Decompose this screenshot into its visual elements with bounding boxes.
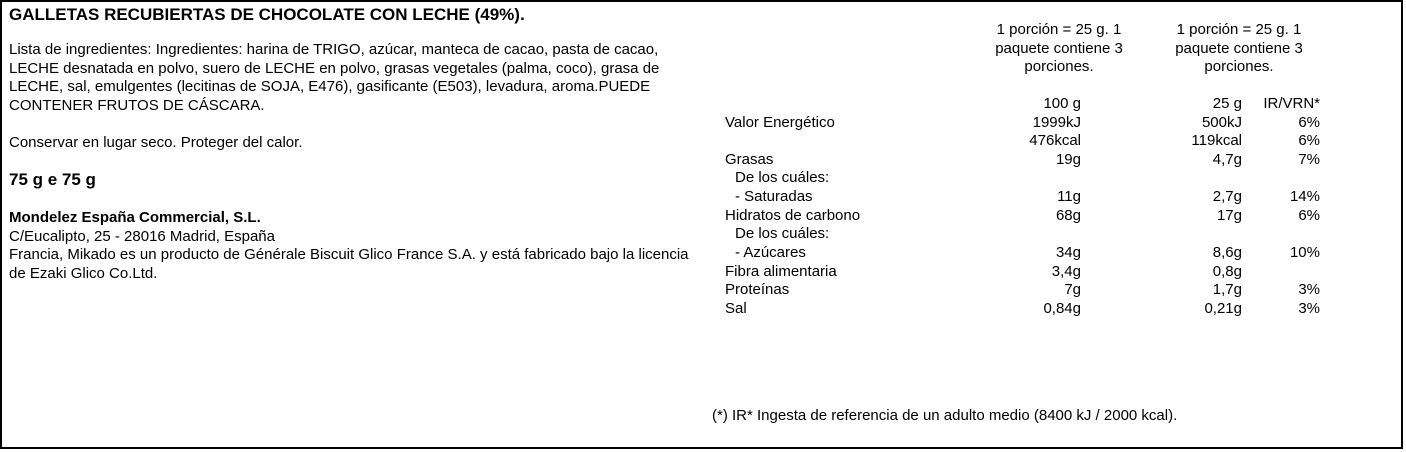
row-value-25g: 17g xyxy=(1216,207,1242,224)
row-label: - Azúcares xyxy=(735,244,806,261)
row-label: Grasas xyxy=(725,151,774,168)
row-value-100g: 3,4g xyxy=(1051,263,1081,280)
row-value-pct: 6% xyxy=(1298,114,1320,131)
row-label: De los cuáles: xyxy=(735,169,830,186)
row-value-pct: 10% xyxy=(1289,244,1320,261)
net-weight: 75 g e 75 g xyxy=(9,170,96,189)
ingredients-list: Lista de ingredientes: Ingredientes: harina de TRIGO, azúcar, manteca de cacao, pasta de cacao, LECHE desnatada en polvo, suero de LECHE en polvo, grasas vegetales (palma, coco), grasa de LECHE, sal, emulgentes (lecitinas de SOJA, E476), gasificante (E503), levadura, aroma.PUEDE CONTENER FRUTOS DE CÁSCARA. xyxy=(9,41,660,114)
row-value-pct: 7% xyxy=(1298,151,1320,168)
row-value-pct: 6% xyxy=(1298,207,1320,224)
row-value-pct: 3% xyxy=(1298,300,1320,317)
row-value-pct: 14% xyxy=(1289,188,1320,205)
header-per-portion: 1 porción = 25 g. 1 paquete contiene 3 porciones. xyxy=(1175,21,1303,75)
row-label: Fibra alimentaria xyxy=(725,263,837,280)
row-value-25g: 8,6g xyxy=(1212,244,1242,261)
row-value-25g: 119kcal xyxy=(1191,132,1242,149)
row-label: Hidratos de carbono xyxy=(725,207,861,224)
row-value-100g: 0,84g xyxy=(1043,300,1081,317)
row-label: De los cuáles: xyxy=(735,225,830,242)
row-value-25g: 1,7g xyxy=(1212,281,1242,298)
header-per-100g: 1 porción = 25 g. 1 paquete contiene 3 porciones. xyxy=(995,21,1123,75)
row-value-25g: 0,8g xyxy=(1212,263,1242,280)
row-value-25g: 0,21g xyxy=(1204,300,1242,317)
row-value-25g: 4,7g xyxy=(1212,151,1242,168)
row-label: Sal xyxy=(725,300,747,317)
company-name: Mondelez España Commercial, S.L. xyxy=(9,209,261,226)
company-origin-note: Francia, Mikado es un producto de Générale Biscuit Glico France S.A. y está fabricado bajo la licencia de Ezaki Glico Co.Ltd. xyxy=(9,246,689,282)
row-value-25g: 2,7g xyxy=(1212,188,1242,205)
unit-25g: 25 g xyxy=(1212,95,1242,112)
row-value-100g: 11g xyxy=(1057,188,1081,205)
row-value-100g: 7g xyxy=(1064,281,1081,298)
row-value-100g: 19g xyxy=(1055,151,1081,168)
row-value-100g: 1999kJ xyxy=(1032,114,1081,131)
row-value-pct: 6% xyxy=(1298,132,1320,149)
row-label: Proteínas xyxy=(725,281,790,298)
row-value-100g: 476kcal xyxy=(1029,132,1081,149)
nutrition-table xyxy=(2,2,1406,452)
reference-intake-footnote: (*) IR* Ingesta de referencia de un adulto medio (8400 kJ / 2000 kcal). xyxy=(712,407,1178,424)
row-value-25g: 500kJ xyxy=(1201,114,1242,131)
product-title: GALLETAS RECUBIERTAS DE CHOCOLATE CON LECHE (49%). xyxy=(9,5,525,24)
row-value-pct: 3% xyxy=(1298,281,1320,298)
unit-ir-vrn: IR/VRN* xyxy=(1263,95,1320,112)
unit-100g: 100 g xyxy=(1043,95,1081,112)
row-value-100g: 34g xyxy=(1055,244,1081,261)
row-value-100g: 68g xyxy=(1055,207,1081,224)
storage-instructions: Conservar en lugar seco. Proteger del calor. xyxy=(9,133,303,151)
row-label: - Saturadas xyxy=(735,188,813,205)
company-address: C/Eucalipto, 25 - 28016 Madrid, España xyxy=(9,227,275,245)
row-label: Valor Energético xyxy=(725,114,835,131)
